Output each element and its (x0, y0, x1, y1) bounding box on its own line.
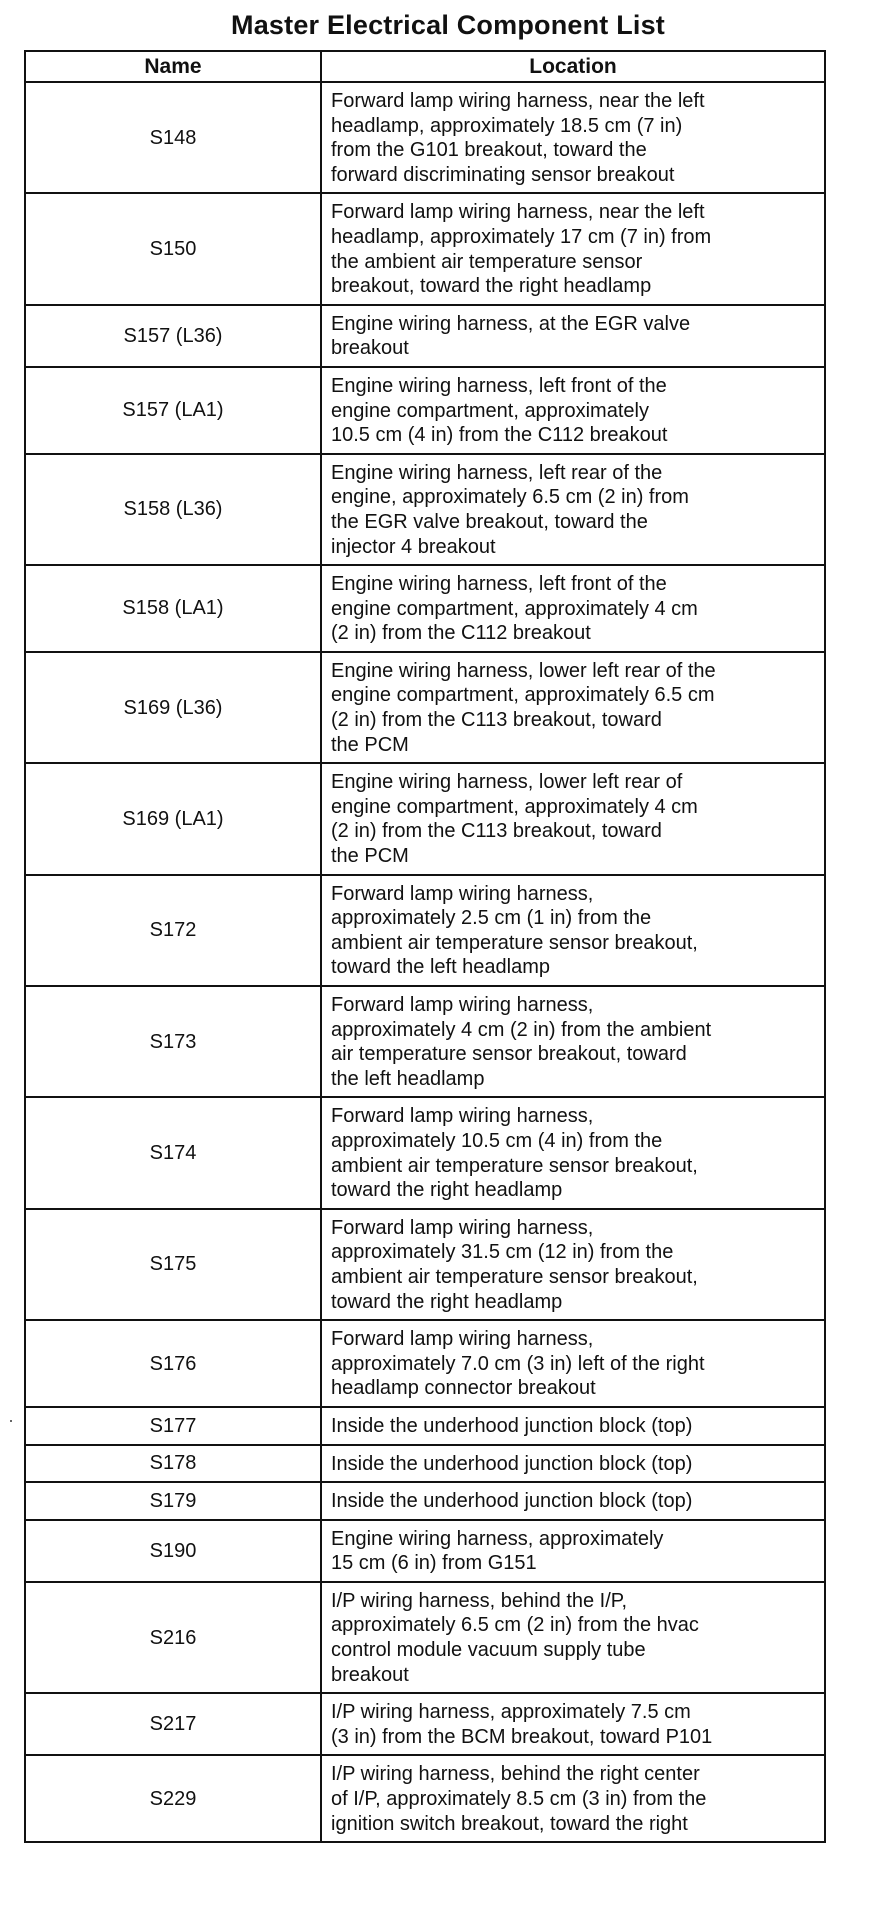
table-row (25, 652, 825, 763)
component-name-cell: S174 (25, 1097, 321, 1208)
column-header-name: Name (25, 51, 321, 82)
component-name-cell: S178 (25, 1445, 321, 1483)
component-name-cell: S216 (25, 1582, 321, 1693)
table-row (25, 367, 825, 454)
component-location-cell: I/P wiring harness, behind the I/P, approximately 6.5 cm (2 in) from the hvac control module vacuum supply tube breakout (321, 1582, 825, 1693)
table-row (25, 763, 825, 874)
table-row (25, 82, 825, 193)
component-name-cell: S158 (LA1) (25, 565, 321, 652)
component-name-cell: S190 (25, 1520, 321, 1582)
component-name-cell: S176 (25, 1320, 321, 1407)
component-location-cell: Engine wiring harness, lower left rear of the engine compartment, approximately 6.5 cm (2 in) from the C113 breakout, toward the PCM (321, 652, 825, 763)
component-name-cell: S158 (L36) (25, 454, 321, 565)
table-row (25, 986, 825, 1097)
table-row (25, 1097, 825, 1208)
component-name-cell: S157 (LA1) (25, 367, 321, 454)
component-name-cell: S177 (25, 1407, 321, 1445)
component-location-cell: Forward lamp wiring harness, approximately 10.5 cm (4 in) from the ambient air temperature sensor breakout, toward the right headlamp (321, 1097, 825, 1208)
component-location-cell: Engine wiring harness, at the EGR valve breakout (321, 305, 825, 367)
table-row (25, 1445, 825, 1483)
table-row (25, 1520, 825, 1582)
component-location-cell: Engine wiring harness, lower left rear of engine compartment, approximately 4 cm (2 in) from the C113 breakout, toward the PCM (321, 763, 825, 874)
column-header-location: Location (321, 51, 825, 82)
component-location-cell: I/P wiring harness, behind the right center of I/P, approximately 8.5 cm (3 in) from the ignition switch breakout, toward the right (321, 1755, 825, 1842)
table-row (25, 1209, 825, 1320)
table-header (25, 51, 825, 82)
table-row (25, 1320, 825, 1407)
component-location-cell: Engine wiring harness, left front of the engine compartment, approximately 4 cm (2 in) from the C112 breakout (321, 565, 825, 652)
component-name-cell: S179 (25, 1482, 321, 1520)
table-row (25, 193, 825, 304)
component-name-cell: S175 (25, 1209, 321, 1320)
table-row (25, 454, 825, 565)
component-name-cell: S229 (25, 1755, 321, 1842)
component-location-cell: Engine wiring harness, left rear of the engine, approximately 6.5 cm (2 in) from the EGR valve breakout, toward the injector 4 breakout (321, 454, 825, 565)
component-name-cell: S217 (25, 1693, 321, 1755)
table-row (25, 875, 825, 986)
component-location-cell: Forward lamp wiring harness, near the left headlamp, approximately 18.5 cm (7 in) from the G101 breakout, toward the forward discriminating sensor breakout (321, 82, 825, 193)
component-location-cell: Forward lamp wiring harness, approximately 31.5 cm (12 in) from the ambient air temperature sensor breakout, toward the right headlamp (321, 1209, 825, 1320)
component-location-cell: Engine wiring harness, left front of the engine compartment, approximately 10.5 cm (4 in) from the C112 breakout (321, 367, 825, 454)
document-title: Master Electrical Component List (231, 10, 665, 40)
component-location-cell: Inside the underhood junction block (top) (321, 1482, 825, 1520)
component-name-cell: S169 (L36) (25, 652, 321, 763)
table-body (25, 82, 825, 1842)
component-name-cell: S173 (25, 986, 321, 1097)
table-row (25, 1693, 825, 1755)
component-location-cell: Forward lamp wiring harness, approximately 2.5 cm (1 in) from the ambient air temperature sensor breakout, toward the left headlamp (321, 875, 825, 986)
scan-speck (10, 1420, 12, 1422)
table-row (25, 1482, 825, 1520)
component-name-cell: S172 (25, 875, 321, 986)
component-name-cell: S157 (L36) (25, 305, 321, 367)
component-location-cell: Forward lamp wiring harness, approximately 4 cm (2 in) from the ambient air temperature sensor breakout, toward the left headlamp (321, 986, 825, 1097)
component-location-cell: Engine wiring harness, approximately 15 cm (6 in) from G151 (321, 1520, 825, 1582)
table-row (25, 1755, 825, 1842)
component-location-cell: Inside the underhood junction block (top) (321, 1445, 825, 1483)
component-location-cell: Forward lamp wiring harness, approximately 7.0 cm (3 in) left of the right headlamp connector breakout (321, 1320, 825, 1407)
component-location-cell: Inside the underhood junction block (top) (321, 1407, 825, 1445)
component-name-cell: S150 (25, 193, 321, 304)
table-row (25, 565, 825, 652)
component-location-cell: Forward lamp wiring harness, near the left headlamp, approximately 17 cm (7 in) from the ambient air temperature sensor breakout, toward the right headlamp (321, 193, 825, 304)
component-name-cell: S148 (25, 82, 321, 193)
table-row (25, 305, 825, 367)
table-row (25, 1407, 825, 1445)
table-row (25, 1582, 825, 1693)
component-location-cell: I/P wiring harness, approximately 7.5 cm (3 in) from the BCM breakout, toward P101 (321, 1693, 825, 1755)
component-table (24, 50, 826, 1843)
header-row (25, 51, 825, 82)
component-name-cell: S169 (LA1) (25, 763, 321, 874)
